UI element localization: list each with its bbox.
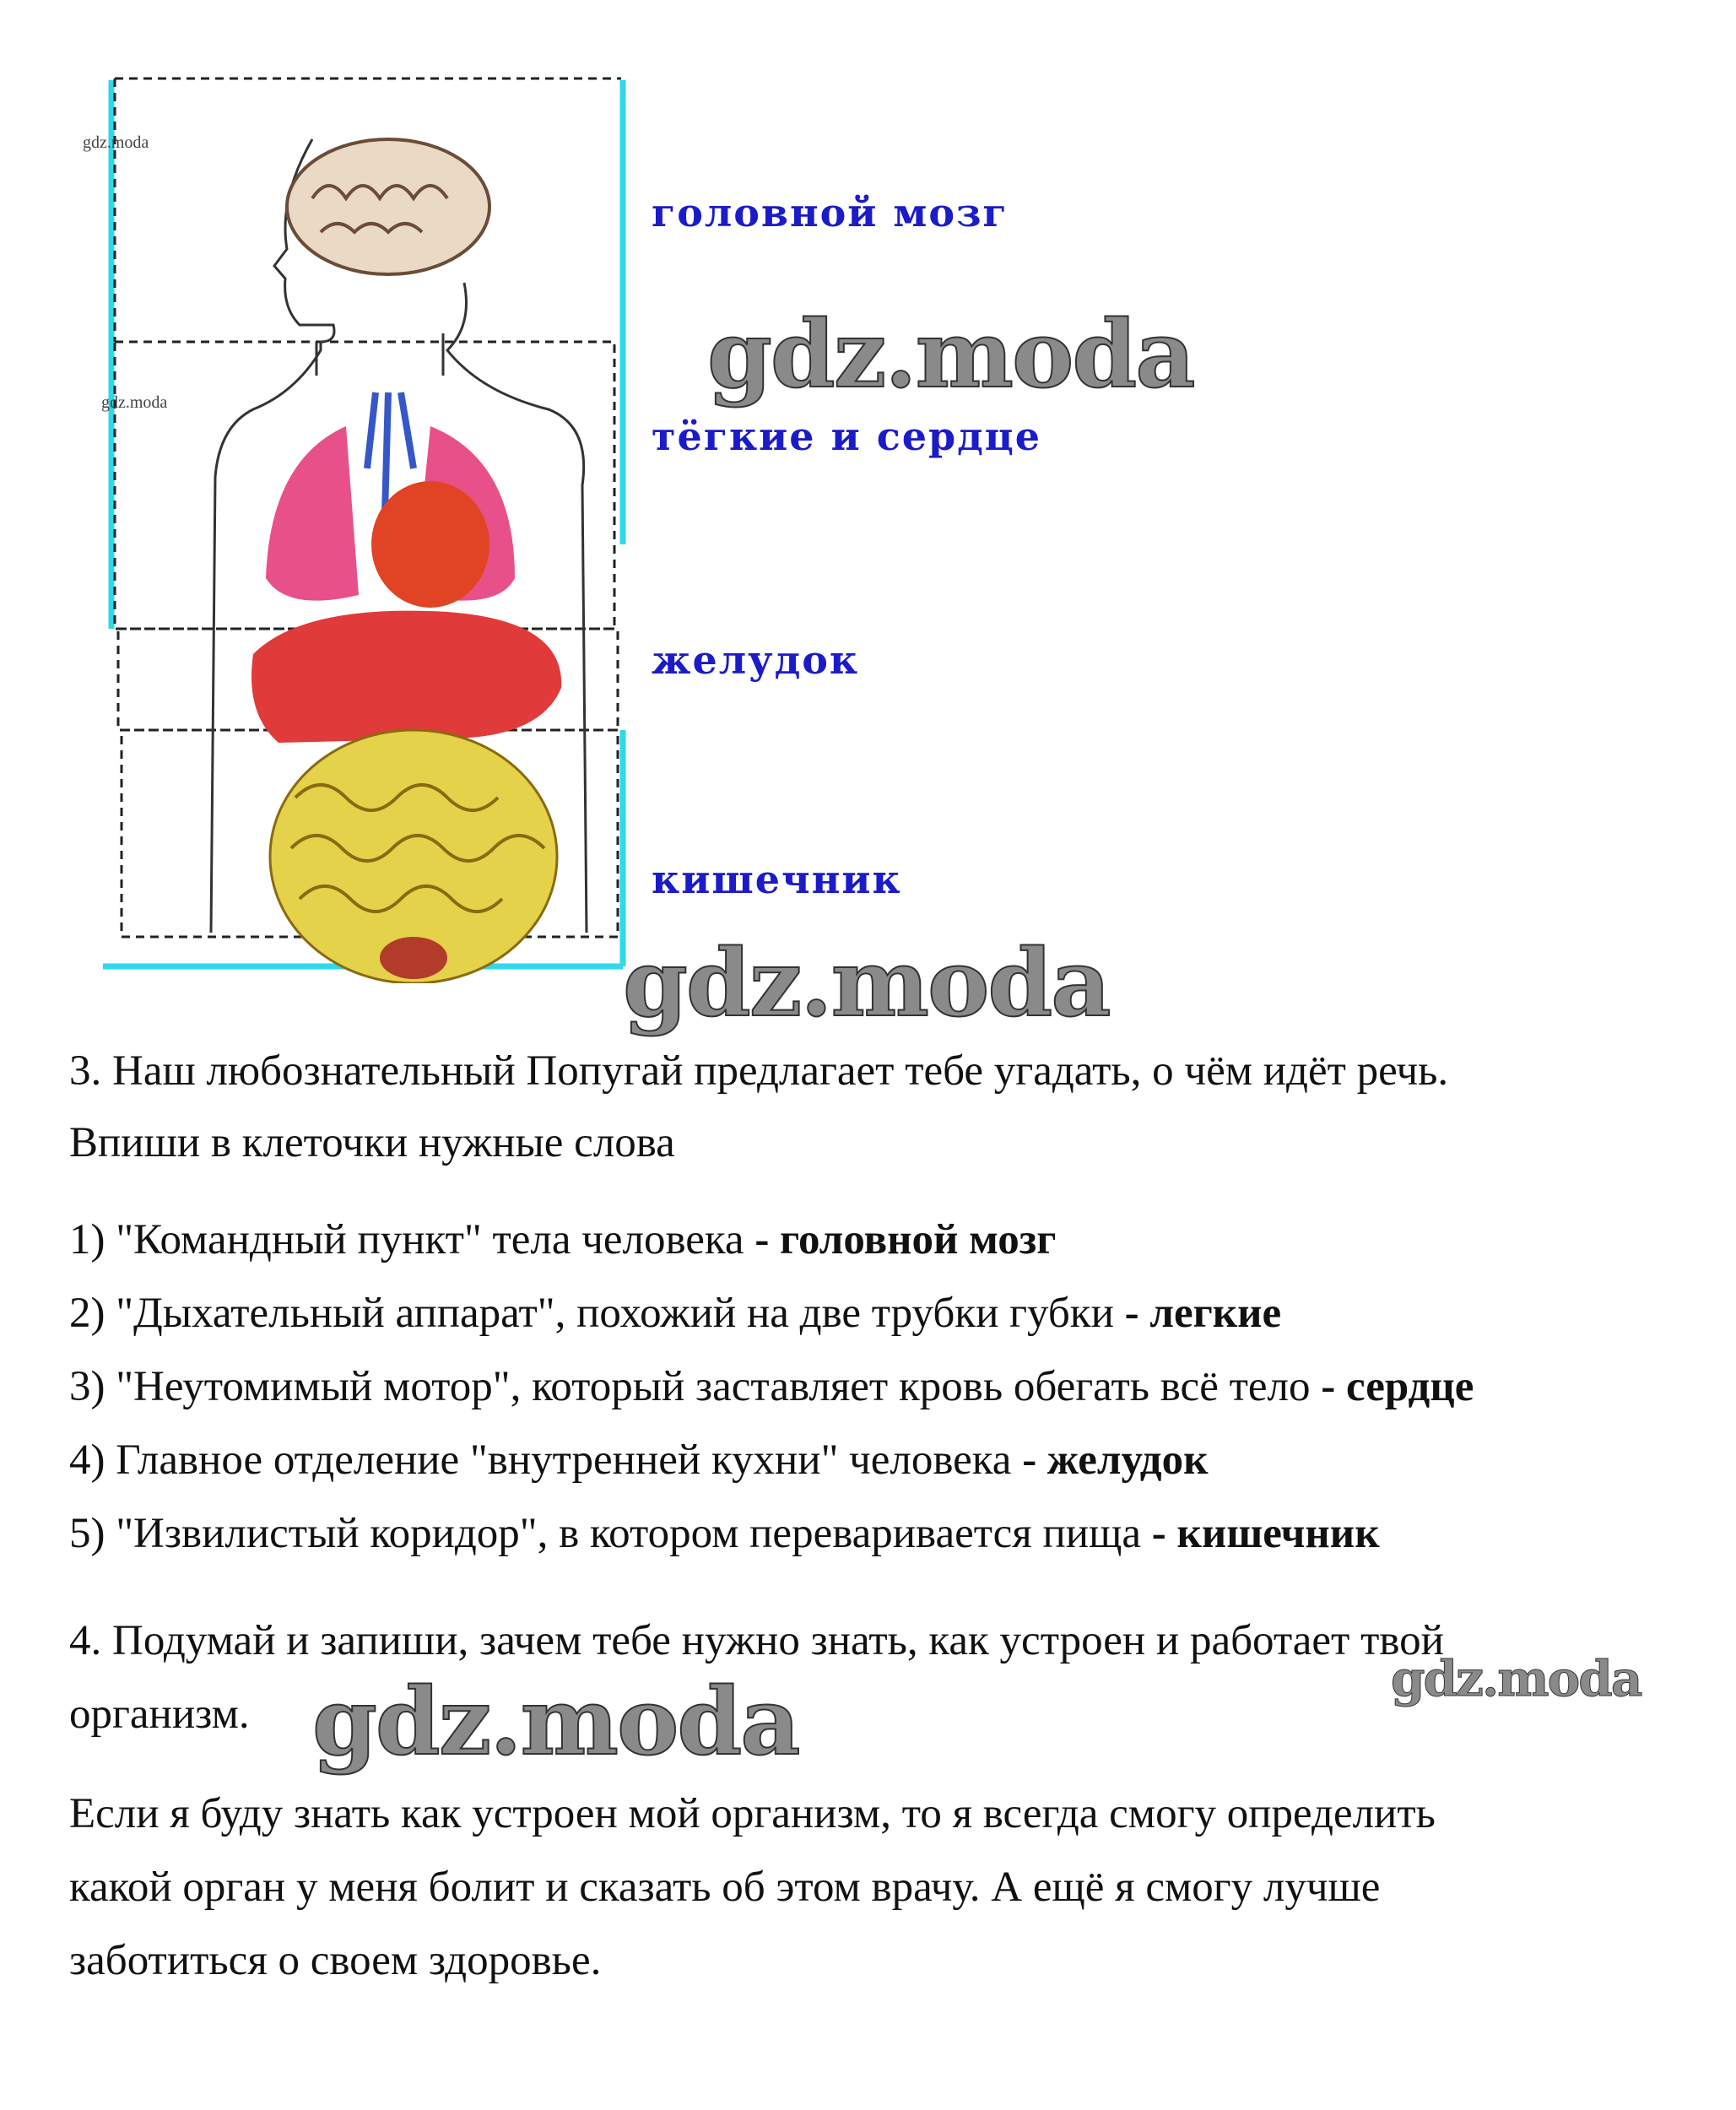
task3-item <box>69 1436 1208 1485</box>
task4-title: 4. Подумай и запиши, зачем тебе нужно знать, как устроен и работает твой <box>69 1617 1444 1664</box>
task3-item <box>69 1362 1474 1411</box>
item-answer: - сердце <box>1321 1363 1474 1410</box>
watermark: gdz.moda <box>312 1667 799 1776</box>
watermark-small: gdz.moda <box>83 133 149 152</box>
task3-title: 3. Наш любознательный Попугай предлагает тебе угадать, о чём идёт речь. <box>69 1047 1449 1095</box>
watermark-small: gdz.moda <box>101 393 168 412</box>
task3-item <box>69 1509 1380 1558</box>
item-text: 2) "Дыхательный аппарат", похожий на две трубки губки <box>69 1290 1125 1337</box>
item-text: 4) Главное отделение "внутренней кухни" человека <box>69 1436 1023 1484</box>
watermark: gdz.moda <box>1391 1650 1641 1707</box>
item-answer: - желудок <box>1022 1436 1209 1484</box>
organ-label-brain: головной мозг <box>652 190 1009 235</box>
item-answer: - легкие <box>1124 1290 1282 1337</box>
item-text: 3) "Неутомимый мотор", который заставляет кровь обегать всё тело <box>69 1363 1322 1410</box>
task4-answer-line: какой орган у меня болит и сказать об этом врачу. А ещё я смогу лучше <box>69 1864 1381 1911</box>
task3-instruction: Впиши в клеточки нужные слова <box>69 1119 675 1166</box>
task4-answer-line: Если я буду знать как устроен мой организм, то я всегда смогу определить <box>69 1790 1436 1837</box>
organ-label-intestine: кишечник <box>652 857 902 902</box>
human-organs-illustration <box>93 72 641 983</box>
watermark: gdz.moda <box>707 300 1194 408</box>
task3-item <box>69 1215 1056 1264</box>
item-answer: - кишечник <box>1151 1510 1380 1557</box>
task4-title-cont: организм. <box>69 1691 250 1738</box>
organ-label-stomach: желудок <box>652 637 860 683</box>
item-text: 5) "Извилистый коридор", в котором переваривается пища <box>69 1510 1152 1557</box>
task4-answer-line: заботиться о своем здоровье. <box>69 1937 602 1984</box>
watermark: gdz.moda <box>623 928 1110 1037</box>
item-text: 1) "Командный пункт" тела человека <box>69 1216 755 1263</box>
task3-item <box>69 1289 1281 1338</box>
organ-label-lungs-heart: тёгкие и сердце <box>652 414 1042 459</box>
item-answer: - головной мозг <box>754 1216 1057 1263</box>
